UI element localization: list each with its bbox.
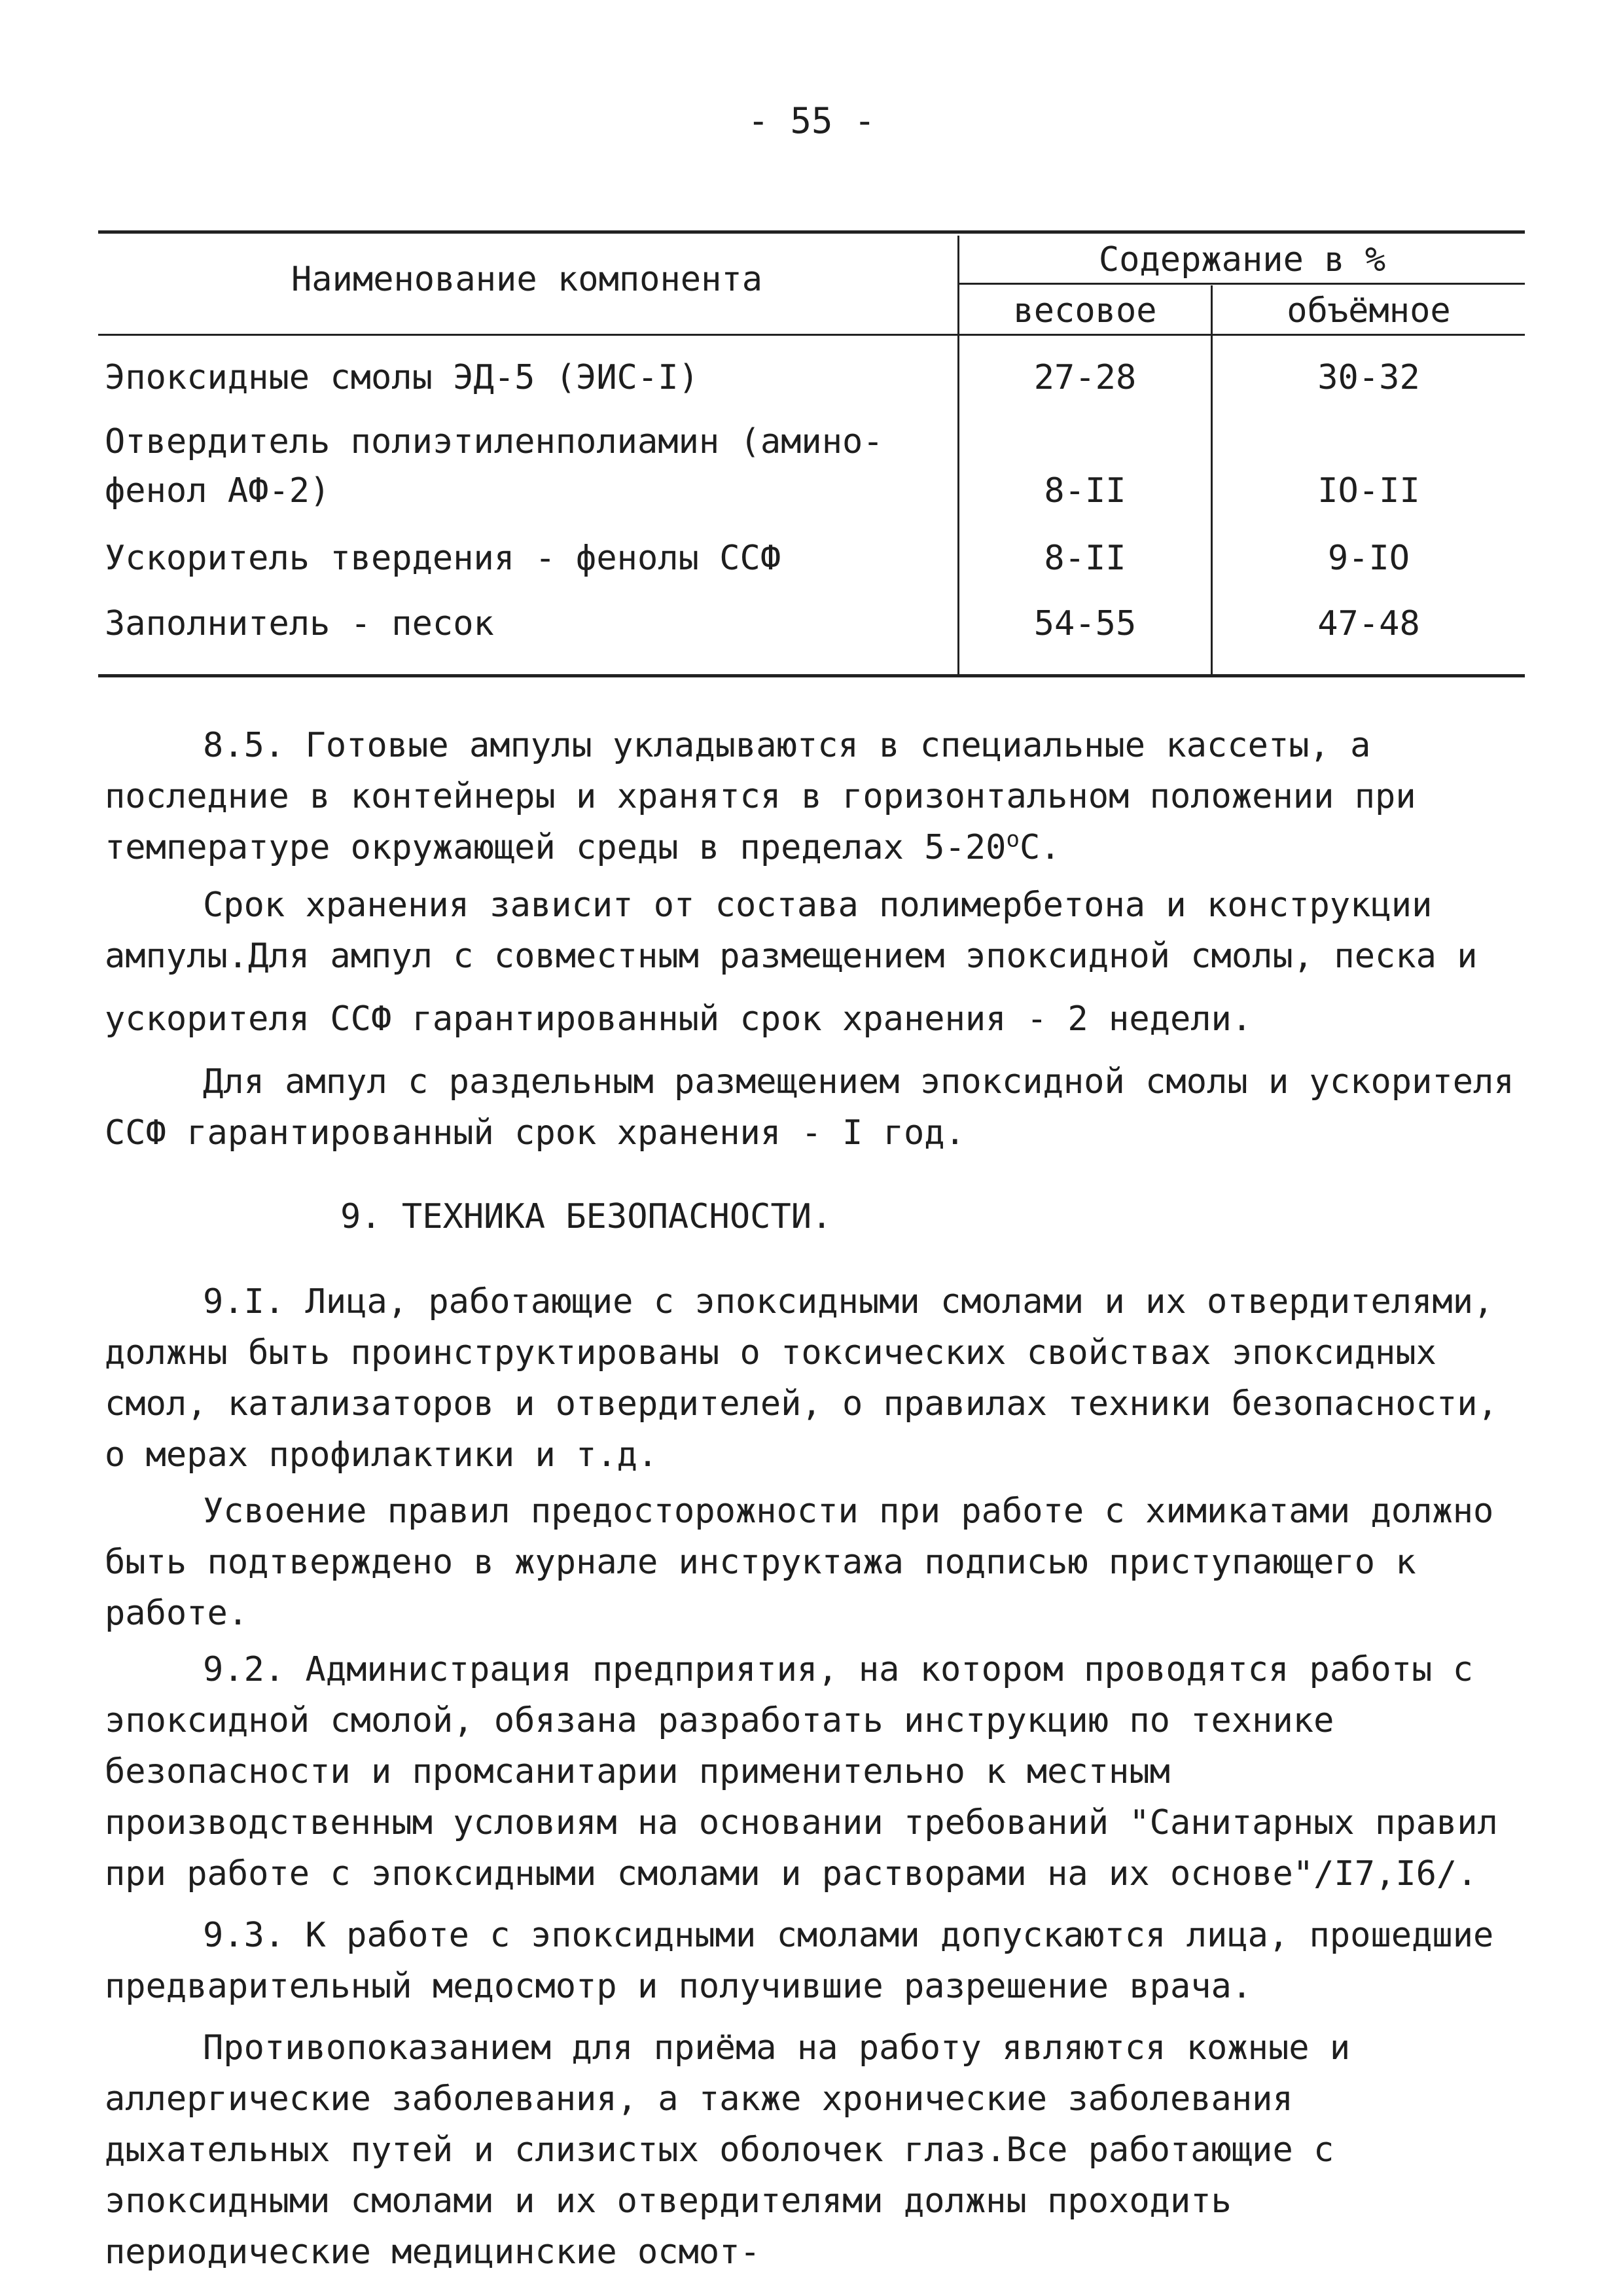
row-volume: IO-II <box>1317 471 1420 511</box>
table-header-bottom-rule <box>98 334 1525 336</box>
paragraph-9-2: 9.2. Администрация предприятия, на котором проводятся работы с эпоксидной смолой, обязана разработать инструкцию по технике безопасности и промсанитарии применительно к местным производственным условиям на основании требований "Санитарных правил при работе с эпоксидными смолами и растворами на их основе"/I7,I6/. <box>105 1650 1498 1893</box>
paragraph-storage-3: Для ампул с раздельным размещением эпоксидной смолы и ускорителя ССФ гарантированный срок хранения - I год. <box>105 1062 1514 1153</box>
row-volume: 9-IO <box>1327 539 1410 578</box>
row-weight: 27-28 <box>1033 358 1137 397</box>
row-volume: 30-32 <box>1317 358 1420 397</box>
paragraph-8-5-text: 8.5. Готовые ампулы укладываются в специальные кассеты, а последние в контейнеры и хранятся в горизонтальном положении при температуре окружающей среды в пределах 5-20 <box>105 726 1416 867</box>
paragraph-9-1b: Усвоение правил предосторожности при работе с химикатами должно быть подтверждено в журнале инструктажа подписью приступающего к работе. <box>105 1492 1494 1633</box>
paragraph-9-3: 9.3. К работе с эпоксидными смолами допускаются лица, прошедшие предварительный медосмотр и получившие разрешение врача. <box>105 1916 1494 2006</box>
row-weight: 54-55 <box>1033 604 1137 643</box>
row-name: Заполнитель - песок <box>105 604 494 643</box>
table-bottom-rule <box>98 674 1525 677</box>
section-8-5 <box>105 720 1518 1158</box>
paragraph-9-1: 9.I. Лица, работающие с эпоксидными смолами и их отвердителями, должны быть проинструктированы о токсических свойствах эпоксидных смол, катализаторов и отвердителей, о правилах техники безопасности, о мерах профилактики и т.д. <box>105 1282 1498 1475</box>
degree-sign: o <box>1006 826 1020 853</box>
paragraph-8-5 <box>105 720 1518 873</box>
temperature-unit: C. <box>1019 828 1061 867</box>
header-by-volume: объёмное <box>1287 291 1451 331</box>
paragraph-9-3b: Противопоказанием для приёма на работу являются кожные и аллергические заболевания, а также хронические заболевания дыхательных путей и слизистых оболочек глаз.Все работающие с эпоксидными смолами и их отвердителями должны проходить периодические медицинские осмот- <box>105 2028 1351 2272</box>
row-name: Эпоксидные смолы ЭД-5 (ЭИС-I) <box>105 358 699 397</box>
row-volume: 47-48 <box>1317 604 1420 643</box>
row-name: Ускоритель твердения - фенолы ССФ <box>105 539 781 578</box>
table-header-mid-rule <box>959 283 1525 285</box>
paragraph-storage-1: Срок хранения зависит от состава полимербетона и конструкции ампулы.Для ампул с совместным размещением эпоксидной смолы, песка и <box>105 886 1478 976</box>
section-9-title: 9. ТЕХНИКА БЕЗОПАСНОСТИ. <box>340 1197 832 1236</box>
row-name-line1: Отвердитель полиэтиленполиамин (амино- <box>105 422 883 461</box>
row-weight: 8-II <box>1044 539 1126 578</box>
page-number: - 55 - <box>747 100 876 141</box>
section-9 <box>105 1276 1518 2278</box>
header-content-group: Содержание в % <box>1098 240 1386 279</box>
paragraph-storage-2: ускорителя ССФ гарантированный срок хранения - 2 недели. <box>105 999 1253 1039</box>
header-by-weight: весовое <box>1013 291 1157 331</box>
row-name-line2: фенол АФ-2) <box>105 471 330 511</box>
header-component: Наименование компонента <box>291 260 763 299</box>
table-top-rule <box>98 230 1525 234</box>
row-weight: 8-II <box>1044 471 1126 511</box>
